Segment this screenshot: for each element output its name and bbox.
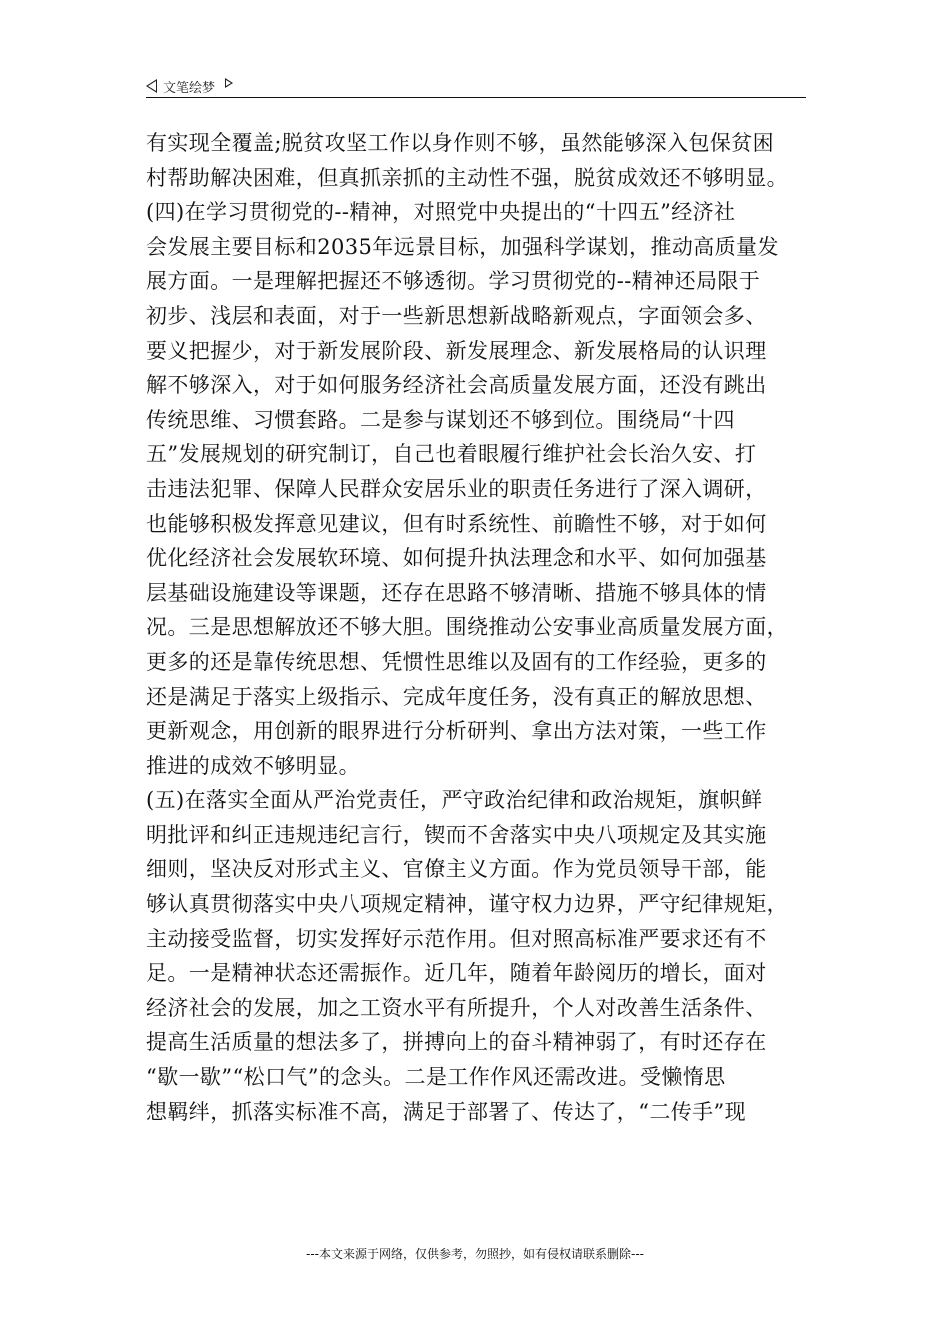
text-line: 明批评和纠正违规违纪言行，锲而不舍落实中央八项规定及其实施 [146,822,767,847]
text-line: 传统思维、习惯套路。二是参与谋划还不够到位。围绕局“十四 [146,407,735,432]
triangle-right-icon [225,78,233,88]
text-line: 推进的成效不够明显。 [146,753,360,778]
text-line: 足。一是精神状态还需振作。近几年，随着年龄阅历的增长，面对 [146,961,767,986]
text-line: 更新观念，用创新的眼界进行分析研判、拿出方法对策，一些工作 [146,719,767,744]
text-line: 击违法犯罪、保障人民群众安居乐业的职责任务进行了深入调研， [146,476,767,501]
header-brand: 文笔绘梦 [163,80,216,96]
text-line: 细则，坚决反对形式主义、官僚主义方面。作为党员领导干部，能 [146,857,767,882]
footer-disclaimer: ---本文来源于网络，仅供参考，勿照抄，如有侵权请联系删除--- [306,1247,644,1261]
text-line: 初步、浅层和表面，对于一些新思想新战略新观点，字面领会多、 [146,303,767,328]
text-line: 解不够深入，对于如何服务经济社会高质量发展方面，还没有跳出 [146,373,767,398]
text-line: 层基础设施建设等课题，还存在思路不够清晰、措施不够具体的情 [146,580,767,605]
page-header [146,74,806,98]
document-body [146,126,810,1129]
text-line: 还是满足于落实上级指示、完成年度任务，没有真正的解放思想、 [146,684,767,709]
triangle-left-icon [146,79,157,93]
text-line: (四)在学习贯彻党的--精神，对照党中央提出的“十四五”经济社 [146,200,736,225]
text-line: 要义把握少，对于新发展阶段、新发展理念、新发展格局的认识理 [146,338,767,363]
text-line: 提高生活质量的想法多了，拼搏向上的奋斗精神弱了，有时还存在 [146,1030,767,1055]
header-divider [146,97,806,98]
text-line: “歇一歇”“松口气”的念头。二是工作作风还需改进。受懒惰思 [146,1065,726,1090]
text-line: 够认真贯彻落实中央八项规定精神，谨守权力边界，严守纪律规矩， [146,892,788,917]
text-line: 五”发展规划的研究制订，自己也着眼履行维护社会长治久安、打 [146,442,757,467]
text-line: 有实现全覆盖;脱贫攻坚工作以身作则不够，虽然能够深入包保贫困 [146,131,775,155]
text-line: 展方面。一是理解把握还不够透彻。学习贯彻党的--精神还局限于 [146,269,761,294]
text-line: 优化经济社会发展软环境、如何提升执法理念和水平、如何加强基 [146,546,767,571]
text-line: 会发展主要目标和2035年远景目标，加强科学谋划，推动高质量发 [146,234,779,259]
text-line: 村帮助解决困难，但真抓亲抓的主动性不强，脱贫成效还不够明显。 [146,165,788,190]
text-line: (五)在落实全面从严治党责任，严守政治纪律和政治规矩，旗帜鲜 [146,788,763,813]
text-line: 主动接受监督，切实发挥好示范作用。但对照高标准严要求还有不 [146,926,767,951]
text-line: 经济社会的发展，加之工资水平有所提升，个人对改善生活条件、 [146,995,767,1020]
text-line: 更多的还是靠传统思想、凭惯性思维以及固有的工作经验，更多的 [146,649,767,674]
text-line: 想羁绊，抓落实标准不高，满足于部署了、传达了，“二传手”现 [146,1099,747,1124]
text-line: 况。三是思想解放还不够大胆。围绕推动公安事业高质量发展方面， [146,615,788,640]
text-line: 也能够积极发挥意见建议，但有时系统性、前瞻性不够，对于如何 [146,511,767,536]
